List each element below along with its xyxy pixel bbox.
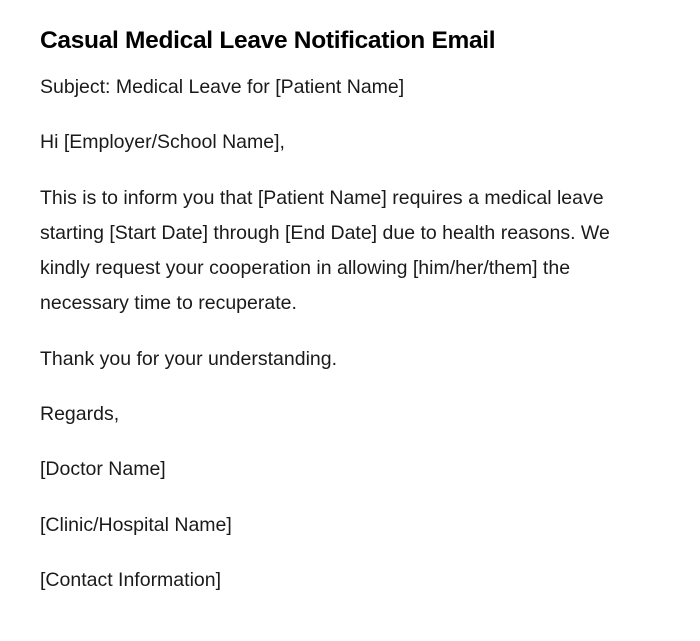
email-thanks: Thank you for your understanding. [40,347,338,370]
email-subject: Subject: Medical Leave for [Patient Name] [40,76,405,98]
email-greeting: Hi [Employer/School Name], [40,131,285,154]
document-title: Casual Medical Leave Notification Email [40,27,496,54]
email-body: This is to inform you that [Patient Name] requires a medical leave starting [Start Date] through [End Date] due to health reasons. We kindly request your cooperation in allowing [him/her/them] the necessary time to recuperate. [40,186,610,315]
doctor-name: [Doctor Name] [40,458,166,481]
clinic-name: [Clinic/Hospital Name] [40,513,232,536]
contact-information: [Contact Information] [40,568,222,591]
email-closing: Regards, [40,403,120,426]
